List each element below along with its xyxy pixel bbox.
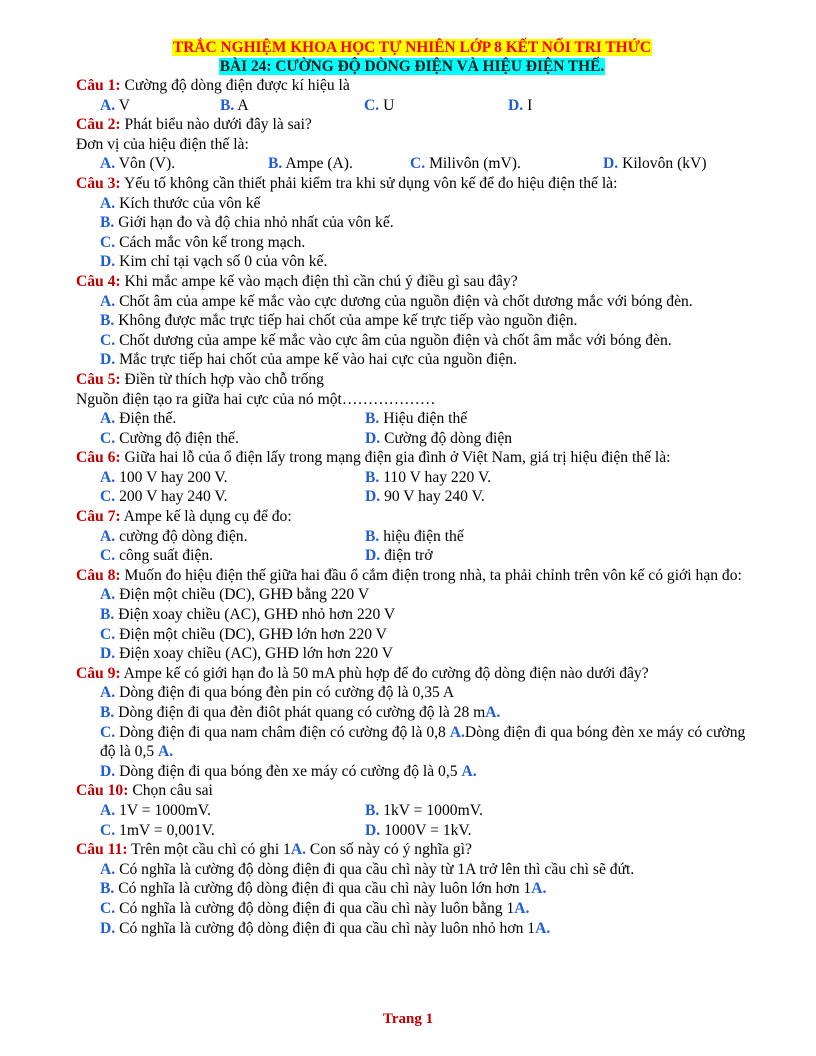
option-d: D. Điện xoay chiều (AC), GHĐ lớn hơn 220 V [100, 645, 393, 663]
document-title: TRẮC NGHIỆM KHOA HỌC TỰ NHIÊN LỚP 8 KẾT NỐI TRI THỨC [173, 39, 651, 56]
question-11 [76, 840, 748, 938]
option-d: D. Kilovôn (kV) [603, 155, 707, 173]
question-5 [76, 370, 748, 448]
question-unit: A. [290, 841, 307, 859]
option-d: D. 1000V = 1kV. [365, 821, 472, 839]
question-text: Cường độ dòng điện được kí hiệu là [120, 77, 350, 94]
question-label: Câu 10: [76, 782, 129, 800]
question-text: Muốn đo hiệu điện thế giữa hai đầu ổ cắm điện trong nhà, ta phải chỉnh trên vôn kế có giới hạn đo: [120, 566, 742, 584]
option-b: B. Không được mắc trực tiếp hai chốt của ampe kế trực tiếp vào nguồn điện. [100, 312, 578, 330]
option-c: C. Cường độ điện thế. [100, 429, 239, 447]
option-a: A. Có nghĩa là cường độ dòng điện đi qua cầu chì này từ 1A trở lên thì cầu chì sẽ đứt. [100, 860, 635, 878]
option-b: B. Hiệu điện thế [365, 410, 468, 428]
options-grid [76, 801, 748, 840]
option-d: D. Cường độ dòng điện [365, 429, 513, 447]
question-text: Yếu tố không cần thiết phải kiểm tra khi sử dụng vôn kế để đo hiệu điện thế là: [120, 174, 618, 192]
option-a: A. Dòng điện đi qua bóng đèn pin có cường độ là 0,35 A [100, 684, 455, 702]
option-d: D. 90 V hay 240 V. [365, 488, 485, 506]
option-c: C. U [364, 96, 395, 114]
option-c: C. Có nghĩa là cường độ dòng điện đi qua cầu chì này luôn bằng 1A. [100, 899, 530, 917]
question-6 [76, 448, 748, 507]
option-c: C. Cách mắc vôn kế trong mạch. [100, 233, 306, 251]
question-text: Phát biểu nào dưới đây là sai? [120, 116, 312, 134]
question-label: Câu 1: [76, 77, 121, 94]
option-b: B. hiệu điện thế [365, 527, 464, 545]
option-c: C. Điện một chiều (DC), GHĐ lớn hơn 220 V [100, 625, 387, 643]
option-a: A. 100 V hay 200 V. [100, 468, 228, 486]
option-c: C. Dòng điện đi qua nam châm điện có cường độ là 0,8 A.Dòng điện đi qua bóng đèn xe máy có cường độ là 0,5 A. [100, 723, 746, 761]
option-d: D. Có nghĩa là cường độ dòng điện đi qua cầu chì này luôn nhỏ hơn 1A. [100, 919, 551, 937]
option-c: C. Chốt dương của ampe kế mắc vào cực âm của nguồn điện và chốt âm mắc với bóng đèn. [100, 331, 672, 349]
question-label: Câu 5: [76, 370, 121, 388]
option-d: D. I [508, 96, 533, 114]
question-subtext: Đơn vị của hiệu điện thế là: [76, 135, 249, 153]
document-subtitle: BÀI 24: CƯỜNG ĐỘ DÒNG ĐIỆN VÀ HIỆU ĐIỆN THẾ. [219, 58, 605, 75]
question-7 [76, 507, 748, 566]
question-10 [76, 781, 748, 840]
option-b: B. Điện xoay chiều (AC), GHĐ nhỏ hơn 220 V [100, 606, 396, 624]
options-grid [76, 409, 748, 448]
option-a: A. Vôn (V). [100, 155, 176, 173]
option-d: D. điện trở [365, 547, 433, 565]
option-d: D. Kim chỉ tại vạch số 0 của vôn kế. [100, 253, 328, 271]
question-label: Câu 9: [76, 664, 121, 682]
option-a: A. Chốt âm của ampe kế mắc vào cực dương của nguồn điện và chốt dương mắc với bóng đèn. [100, 292, 693, 310]
option-c: C. 200 V hay 240 V. [100, 488, 228, 506]
document-header [76, 38, 748, 76]
option-b: B. Ampe (A). [268, 155, 353, 173]
question-text: Ampe kế là dụng cụ để đo: [120, 508, 292, 526]
question-text: Trên một cầu chì có ghi 1 [127, 841, 291, 859]
option-a: A. 1V = 1000mV. [100, 801, 211, 819]
question-3 [76, 174, 748, 272]
option-d: D. Mắc trực tiếp hai chốt của ampe kế vào hai cực của nguồn điện. [100, 351, 517, 369]
option-c: C. công suất điện. [100, 547, 214, 565]
option-a: A. V [100, 96, 131, 114]
question-label: Câu 11: [76, 841, 128, 859]
option-a: A. Điện một chiều (DC), GHĐ bằng 220 V [100, 586, 370, 604]
question-label: Câu 6: [76, 449, 121, 467]
question-subtext: Nguồn điện tạo ra giữa hai cực của nó một……………… [76, 390, 436, 408]
question-label: Câu 3: [76, 174, 121, 192]
option-c: C. Milivôn (mV). [410, 155, 521, 173]
option-b: B. 110 V hay 220 V. [365, 468, 492, 486]
question-text: Giữa hai lỗ của ổ điện lấy trong mạng điện gia đình ở Việt Nam, giá trị hiệu điện thế là: [120, 449, 671, 467]
question-text: Chọn câu sai [128, 782, 213, 800]
question-4 [76, 272, 748, 370]
options-grid [76, 527, 748, 566]
option-b: B. Có nghĩa là cường độ dòng điện đi qua cầu chì này luôn lớn hơn 1A. [100, 880, 547, 898]
question-9 [76, 664, 748, 782]
question-8 [76, 566, 748, 664]
question-label: Câu 7: [76, 508, 121, 526]
option-c: C. 1mV = 0,001V. [100, 821, 215, 839]
option-b: B. Dòng điện đi qua đèn điôt phát quang có cường độ là 28 mA. [100, 704, 501, 721]
question-text-tail: Con số này có ý nghĩa gì? [306, 841, 472, 859]
option-d: D. Dòng điện đi qua bóng đèn xe máy có cường độ là 0,5 A. [100, 762, 477, 780]
option-b: B. A [220, 96, 249, 114]
option-b: B. Giới hạn đo và độ chia nhỏ nhất của vôn kế. [100, 214, 394, 232]
options-grid [76, 468, 748, 507]
question-label: Câu 4: [76, 272, 121, 290]
question-text: Ampe kế có giới hạn đo là 50 mA phù hợp để đo cường độ dòng điện nào dưới đây? [120, 664, 649, 682]
question-1 [76, 76, 748, 115]
question-text: Điền từ thích hợp vào chỗ trống [120, 370, 324, 388]
option-a: A. Điện thế. [100, 410, 177, 428]
options-row [76, 154, 748, 174]
question-label: Câu 2: [76, 116, 121, 134]
page-number: Trang 1 [382, 1011, 434, 1027]
question-2 [76, 115, 748, 174]
option-a: A. Kích thước của vôn kế [100, 194, 261, 212]
option-a: A. cường độ dòng điện. [100, 527, 248, 545]
document-page [76, 38, 748, 938]
option-b: B. 1kV = 1000mV. [365, 801, 483, 819]
options-row [76, 96, 748, 116]
question-label: Câu 8: [76, 566, 121, 584]
question-text: Khi mắc ampe kế vào mạch điện thì cần chú ý điều gì sau đây? [120, 272, 518, 290]
